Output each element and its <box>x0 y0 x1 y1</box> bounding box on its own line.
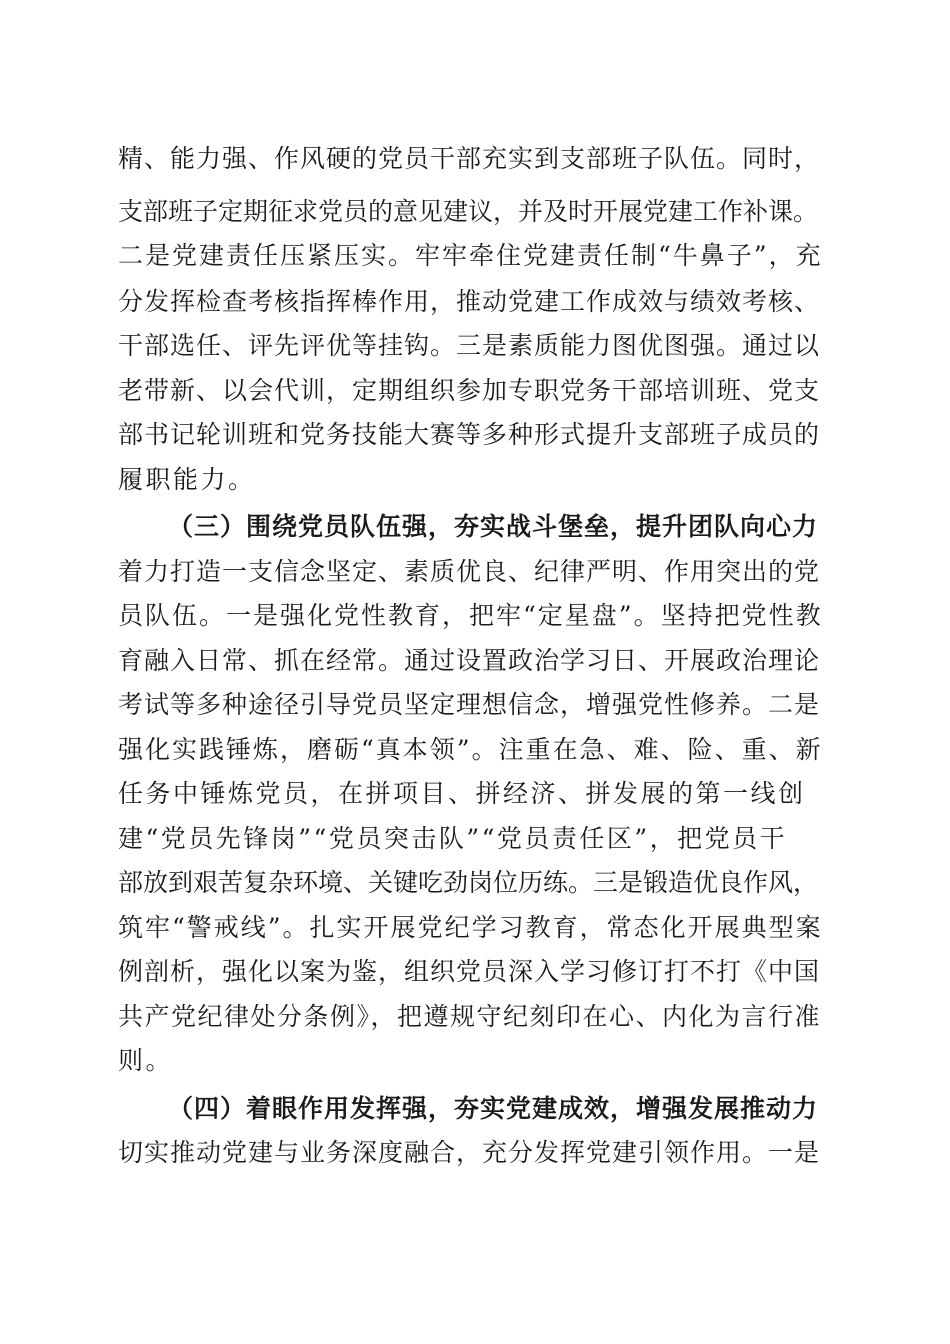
body-line: 履职能力。 <box>118 465 256 494</box>
body-line: 部放到艰苦复杂环境、关键吃劲岗位历练。三是锻造优良作风， <box>118 868 819 897</box>
body-line: 建“党员先锋岗”“党员突击队”“党员责任区”，把党员干 <box>118 824 788 853</box>
body-line: 二是党建责任压紧压实。牢牢牵住党建责任制“牛鼻子”，充 <box>118 241 823 270</box>
body-line: 育融入日常、抓在经常。通过设置政治学习日、开展政治理论 <box>118 646 821 675</box>
body-line: 着力打造一支信念坚定、素质优良、纪律严明、作用突出的党 <box>118 557 821 586</box>
body-line: 则。 <box>118 1046 174 1075</box>
body-line: 切实推动党建与业务深度融合，充分发挥党建引领作用。一是 <box>118 1138 821 1167</box>
section-heading-4: （四）着眼作用发挥强，夯实党建成效，增强发展推动力 <box>168 1094 819 1123</box>
body-line: 考试等多种途径引导党员坚定理想信念，增强党性修养。二是 <box>118 690 821 719</box>
body-line: 分发挥检查考核指挥棒作用，推动党建工作成效与绩效考核、 <box>118 287 821 316</box>
body-line: 部书记轮训班和党务技能大赛等多种形式提升支部班子成员的 <box>118 420 821 449</box>
body-line: 支部班子定期征求党员的意见建议，并及时开展党建工作补课。 <box>118 197 819 226</box>
body-line: 例剖析，强化以案为鉴，组织党员深入学习修订打不打《中国 <box>118 957 821 986</box>
section-heading-3: （三）围绕党员队伍强，夯实战斗堡垒，提升团队向心力 <box>168 512 819 541</box>
body-line: 筑牢“警戒线”。扎实开展党纪学习教育，常态化开展典型案 <box>118 913 823 942</box>
body-line: 老带新、以会代训，定期组织参加专职党务干部培训班、党支 <box>118 376 821 405</box>
body-line: 员队伍。一是强化党性教育，把牢“定星盘”。坚持把党性教 <box>118 601 823 630</box>
body-line: 强化实践锤炼，磨砺“真本领”。注重在急、难、险、重、新 <box>118 735 823 764</box>
body-line: 共产党纪律处分条例》，把遵规守纪刻印在心、内化为言行准 <box>118 1002 822 1031</box>
body-line: 任务中锤炼党员，在拼项目、拼经济、拼发展的第一线创 <box>118 779 806 808</box>
body-line: 精、能力强、作风硬的党员干部充实到支部班子队伍。同时， <box>118 144 821 173</box>
body-line: 干部选任、评先评优等挂钩。三是素质能力图优图强。通过以 <box>118 331 821 360</box>
